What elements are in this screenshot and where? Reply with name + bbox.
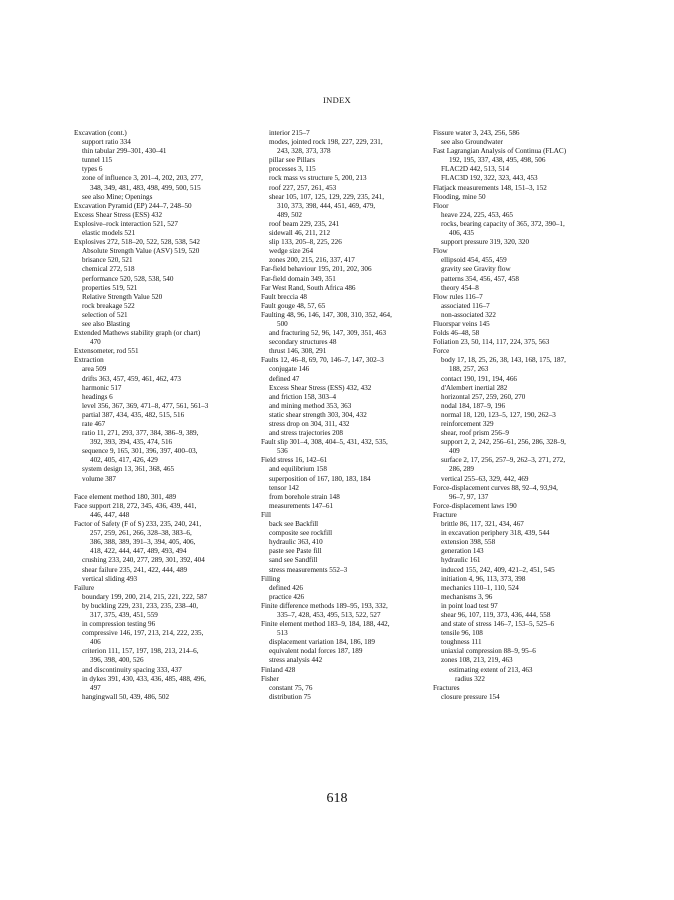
index-entry: back see Backfill xyxy=(269,520,319,529)
index-entry: Fault slip 301–4, 308, 404–5, 431, 432, 535, xyxy=(261,438,388,447)
index-entry: system design 13, 361, 368, 465 xyxy=(82,465,175,474)
index-entry: thrust 146, 308, 291 xyxy=(269,347,327,356)
index-entry: 470 xyxy=(90,338,101,347)
index-entry: Extended Mathews stability graph (or chart) xyxy=(74,329,201,338)
index-entry: Finland 428 xyxy=(261,665,296,674)
index-entry: surface 2, 17, 256, 257–9, 262–3, 271, 272, xyxy=(441,456,566,465)
index-entry: harmonic 517 xyxy=(82,383,122,392)
index-entry: and equilibrium 158 xyxy=(269,465,327,474)
index-entry: ratio 11, 271, 293, 377, 384, 386–9, 389, xyxy=(82,429,199,438)
index-entry: 257, 259, 261, 266, 328–38, 383–6, xyxy=(90,529,192,538)
index-spacer xyxy=(74,484,252,493)
index-entry: Excavation Pyramid (EP) 244–7, 248–50 xyxy=(74,201,192,210)
index-entry: 392, 393, 394, 435, 474, 516 xyxy=(90,438,173,447)
index-entry: Face element method 180, 301, 489 xyxy=(74,492,177,501)
index-entry: roof beam 229, 235, 241 xyxy=(269,219,340,228)
index-entry: zones 108, 213, 219, 463 xyxy=(441,656,513,665)
index-entry: 286, 289 xyxy=(449,465,474,474)
index-entry: support 2, 2, 242, 256–61, 256, 286, 328–9, xyxy=(441,438,566,447)
index-entry: Fractures xyxy=(433,683,460,692)
index-entry: Failure xyxy=(74,583,95,592)
index-entry: 348, 349, 481, 483, 498, 499, 500, 515 xyxy=(90,183,201,192)
index-entry: zone of influence 3, 201–4, 202, 203, 277, xyxy=(82,174,203,183)
index-entry: measurements 147–61 xyxy=(269,501,334,510)
index-entry: estimating extent of 213, 463 xyxy=(449,665,533,674)
index-entry: FLAC3D 192, 322, 323, 443, 453 xyxy=(441,174,538,183)
index-entry: performance 520, 528, 538, 540 xyxy=(82,274,174,283)
index-entry: stress drop on 304, 311, 432 xyxy=(269,420,350,428)
index-entry: crushing 233, 240, 277, 289, 301, 392, 404 xyxy=(82,556,205,565)
index-entry: zones 200, 215, 216, 337, 417 xyxy=(269,256,355,265)
index-entry: in dykes 391, 430, 433, 436, 485, 488, 496, xyxy=(82,674,206,683)
index-entry: normal 18, 120, 123–5, 127, 190, 262–3 xyxy=(441,410,556,419)
index-entry: shear, roof prism 256–9 xyxy=(441,429,509,438)
index-entry: interior 215–7 xyxy=(269,129,310,137)
index-entry: Force-displacement curves 88, 92–4, 93,94, xyxy=(433,483,558,492)
index-entry: and stress trajectories 208 xyxy=(269,429,343,438)
index-entry: Explosives 272, 518–20, 522, 528, 538, 542 xyxy=(74,238,200,247)
index-entry: compressive 146, 197, 213, 214, 222, 235, xyxy=(82,629,204,638)
index-entry: 386, 388, 389, 391–3, 394, 405, 406, xyxy=(90,538,196,547)
index-entry: 406, 435 xyxy=(449,229,474,238)
index-entry: shear 96, 107, 119, 373, 436, 444, 558 xyxy=(441,610,551,619)
index-entry: hydraulic 363, 410 xyxy=(269,538,323,547)
index-entry: extension 398, 558 xyxy=(441,538,496,547)
index-entry: criterion 111, 157, 197, 198, 213, 214–6, xyxy=(82,647,199,656)
index-entry: shear 105, 107, 125, 129, 229, 235, 241, xyxy=(269,192,385,201)
page-number: 618 xyxy=(326,791,348,806)
index-entry: support pressure 319, 320, 320 xyxy=(441,238,530,247)
index-entry: drifts 363, 457, 459, 461, 462, 473 xyxy=(82,374,181,383)
index-entry: properties 519, 521 xyxy=(82,283,138,292)
index-entry: Fisher xyxy=(261,674,279,683)
index-entry: closure pressure 154 xyxy=(441,692,500,701)
index-entry: defined 47 xyxy=(269,374,300,383)
index-entry: Finite difference methods 189–95, 193, 332, xyxy=(261,601,388,610)
index-entry: vertical sliding 493 xyxy=(82,574,138,583)
index-entry: rock mass vs structure 5, 200, 213 xyxy=(269,174,367,183)
index-entry: non-associated 322 xyxy=(441,310,496,319)
index-entry: body 17, 18, 25, 26, 38, 143, 168, 175, 187, xyxy=(441,356,566,365)
index-entry: Faulting 48, 96, 146, 147, 308, 310, 352, 464, xyxy=(261,310,392,319)
index-entry: Excavation (cont.) xyxy=(74,129,127,137)
index-entry: 188, 257, 263 xyxy=(449,365,489,374)
index-entry: by buckling 229, 231, 233, 235, 238–40, xyxy=(82,601,199,610)
index-entry: wedge size 264 xyxy=(269,247,314,256)
index-entry: sidewall 46, 211, 212 xyxy=(269,229,331,238)
index-entry: rocks, bearing capacity of 365, 372, 390–1, xyxy=(441,219,565,228)
index-entry: contact 190, 191, 194, 466 xyxy=(441,374,517,383)
index-entry: tensile 96, 108 xyxy=(441,629,483,638)
index-entry: and friction 158, 303–4 xyxy=(269,392,337,401)
index-entry: 402, 405, 417, 426, 429 xyxy=(90,456,158,465)
index-entry: 335–7, 428, 453, 495, 513, 522, 527 xyxy=(277,610,381,619)
index-entry: in compression testing 96 xyxy=(82,620,156,629)
index-entry: Fast Lagrangian Analysis of Continua (FLAC) xyxy=(433,147,567,156)
index-entry: Extraction xyxy=(74,356,104,365)
index-entry: selection of 521 xyxy=(82,310,128,319)
index-entry: headings 6 xyxy=(82,392,113,401)
index-entry: mechanics 110–1, 110, 524 xyxy=(441,583,519,592)
index-entry: thin tabular 299–301, 430–41 xyxy=(82,147,167,156)
index-entry: see also Mine; Openings xyxy=(82,192,153,201)
index-entry: shear failure 235, 241, 422, 444, 489 xyxy=(82,565,188,574)
index-entry: Extensometer, rod 551 xyxy=(74,347,139,356)
index-entry: slip 133, 205–8, 225, 226 xyxy=(269,238,342,247)
index-entry: see also Blasting xyxy=(82,319,130,328)
index-entry: Fracture xyxy=(433,510,457,519)
index-entry: initiation 4, 96, 113, 373, 398 xyxy=(441,574,526,583)
index-entry: stress measurements 552–3 xyxy=(269,565,348,574)
index-entry: d'Alembert inertial 282 xyxy=(441,383,508,392)
index-entry: Fault gouge 48, 57, 65 xyxy=(261,301,326,310)
index-entry: hangingwall 50, 439, 486, 502 xyxy=(82,692,170,701)
index-entry: 513 xyxy=(277,629,288,638)
index-entry: types 6 xyxy=(82,165,103,174)
index-entry: and state of stress 146–7, 153–5, 525–6 xyxy=(441,620,555,629)
index-entry: see also Groundwater xyxy=(441,138,503,147)
index-entry: 243, 328, 373, 378 xyxy=(277,147,331,156)
index-entry: Excess Shear Stress (ESS) 432 xyxy=(74,210,163,219)
index-entry: level 356, 367, 369, 471–8, 477, 561, 561–3 xyxy=(82,401,209,410)
index-entry: patterns 354, 456, 457, 458 xyxy=(441,274,519,283)
index-entry: superposition of 167, 180, 183, 184 xyxy=(269,474,371,483)
index-entry: Force-displacement laws 190 xyxy=(433,501,517,510)
index-entry: gravity see Gravity flow xyxy=(441,265,511,274)
index-entry: area 509 xyxy=(82,365,107,374)
index-entry: 396, 398, 400, 526 xyxy=(90,656,144,665)
index-entry: stress analysis 442 xyxy=(269,656,323,665)
index-entry: modes, jointed rock 198, 227, 229, 231, xyxy=(269,138,383,147)
index-entry: Foliation 23, 50, 114, 117, 224, 375, 563 xyxy=(433,338,550,347)
index-entry: Fissure water 3, 243, 256, 586 xyxy=(433,129,520,137)
index-entry: Filling xyxy=(261,574,281,583)
index-entry: composite see rockfill xyxy=(269,529,333,538)
index-entry: Factor of Safety (F of S) 233, 235, 240, 241, xyxy=(74,520,202,529)
index-entry: and discontinuity spacing 333, 437 xyxy=(82,665,182,674)
index-entry: paste see Paste fill xyxy=(269,547,322,556)
index-entry: 497 xyxy=(90,683,101,692)
index-entry: 536 xyxy=(277,447,288,456)
index-entry: mechanisms 3, 96 xyxy=(441,592,493,601)
index-entry: Flooding, mine 50 xyxy=(433,192,486,201)
index-entry: pillar see Pillars xyxy=(269,156,316,165)
index-entry: Floor xyxy=(433,201,449,210)
index-entry: chemical 272, 518 xyxy=(82,265,135,274)
index-entry: practice 426 xyxy=(269,592,305,601)
index-entry: Far West Rand, South Africa 486 xyxy=(261,283,356,292)
index-entry: volume 387 xyxy=(82,474,116,483)
index-entry: in point load test 97 xyxy=(441,601,498,610)
running-header: INDEX xyxy=(323,95,351,105)
index-entry: toughness 111 xyxy=(441,638,482,647)
index-entry: hydraulic 161 xyxy=(441,556,481,565)
index-entry: roof 227, 257, 261, 453 xyxy=(269,183,337,192)
index-entry: Relative Strength Value 520 xyxy=(82,292,163,301)
index-entry: Flow rules 116–7 xyxy=(433,292,483,301)
index-entry: Flatjack measurements 148, 151–3, 152 xyxy=(433,183,547,192)
index-entry: tunnel 115 xyxy=(82,156,113,165)
index-entry: rate 467 xyxy=(82,420,106,428)
index-entry: and fracturing 52, 96, 147, 309, 351, 463 xyxy=(269,329,387,338)
index-entry: sand see Sandfill xyxy=(269,556,318,565)
index-entry: displacement variation 184, 186, 189 xyxy=(269,638,375,647)
index-entry: constant 75, 76 xyxy=(269,683,313,692)
index-entry: Flow xyxy=(433,247,448,256)
index-entry: 500 xyxy=(277,319,288,328)
index-entry: distribution 75 xyxy=(269,692,311,701)
index-entry: defined 426 xyxy=(269,583,303,592)
index-entry: elastic models 521 xyxy=(82,229,136,238)
index-entry: support ratio 334 xyxy=(82,138,131,147)
index-entry: boundary 199, 200, 214, 215, 221, 222, 587 xyxy=(82,592,208,601)
index-entry: brittle 86, 117, 321, 434, 467 xyxy=(441,520,524,529)
index-column-1 xyxy=(74,129,252,702)
index-entry: Faults 12, 46–8, 69, 70, 146–7, 147, 302–3 xyxy=(261,356,384,365)
index-entry: generation 143 xyxy=(441,547,484,556)
index-entry: 409 xyxy=(449,447,460,456)
index-entry: Explosive–rock interaction 521, 527 xyxy=(74,219,178,228)
index-entry: Far-field domain 349, 351 xyxy=(261,274,336,283)
index-entry: static shear strength 303, 304, 432 xyxy=(269,410,367,419)
index-entry: nodal 184, 187–9, 196 xyxy=(441,401,506,410)
index-entry: Fluorspar veins 145 xyxy=(433,319,490,328)
index-column-3 xyxy=(433,129,615,702)
index-entry: Face support 218, 272, 345, 436, 439, 441, xyxy=(74,501,197,510)
index-entry: ellipsoid 454, 455, 459 xyxy=(441,256,507,265)
index-entry: uniaxial compression 88–9, 95–6 xyxy=(441,647,536,656)
index-entry: induced 155, 242, 409, 421–2, 451, 545 xyxy=(441,565,555,574)
index-entry: Fill xyxy=(261,510,271,519)
index-column-2 xyxy=(261,129,431,702)
index-entry: associated 116–7 xyxy=(441,301,490,310)
index-entry: horizontal 257, 259, 260, 270 xyxy=(441,392,526,401)
index-entry: 192, 195, 337, 438, 495, 498, 506 xyxy=(449,156,546,165)
index-entry: vertical 255–63, 329, 442, 469 xyxy=(441,474,529,483)
index-entry: tensor 142 xyxy=(269,483,299,492)
index-entry: brisance 520, 521 xyxy=(82,256,133,265)
index-entry: and mining method 353, 363 xyxy=(269,401,352,410)
index-entry: heave 224, 225, 453, 465 xyxy=(441,210,513,219)
index-entry: partial 387, 434, 435, 482, 515, 516 xyxy=(82,410,185,419)
index-entry: 418, 422, 444, 447, 489, 493, 494 xyxy=(90,547,187,556)
index-entry: Field stress 16, 142–61 xyxy=(261,456,328,465)
index-entry: processes 3, 115 xyxy=(269,165,316,174)
index-entry: Finite element method 183–9, 184, 188, 442, xyxy=(261,620,390,629)
index-entry: sequence 9, 165, 301, 396, 397, 400–03, xyxy=(82,447,198,456)
index-entry: theory 454–8 xyxy=(441,283,479,292)
index-entry: radius 322 xyxy=(455,674,485,683)
index-entry: 96–7, 97, 137 xyxy=(449,492,489,501)
index-entry: 446, 447, 448 xyxy=(90,510,130,519)
index-entry: Absolute Strength Value (ASV) 519, 520 xyxy=(82,247,200,256)
index-entry: Far-field behaviour 195, 201, 202, 306 xyxy=(261,265,372,274)
index-entry: 317, 375, 439, 451, 559 xyxy=(90,610,158,619)
index-entry: equivalent nodal forces 187, 189 xyxy=(269,647,363,656)
index-entry: Excess Shear Stress (ESS) 432, 432 xyxy=(269,383,372,392)
index-entry: 489, 502 xyxy=(277,210,302,219)
index-entry: secondary structures 48 xyxy=(269,338,337,347)
index-entry: 406 xyxy=(90,638,101,647)
index-entry: reinforcement 329 xyxy=(441,420,494,428)
index-entry: FLAC2D 442, 513, 514 xyxy=(441,165,510,174)
index-entry: from borehole strain 148 xyxy=(269,492,340,501)
index-entry: Folds 46–48, 58 xyxy=(433,329,480,338)
index-entry: conjugate 146 xyxy=(269,365,310,374)
index-entry: in excavation periphery 318, 439, 544 xyxy=(441,529,550,538)
index-entry: rock breakage 522 xyxy=(82,301,135,310)
index-entry: Force xyxy=(433,347,450,356)
index-entry: 310, 373, 398, 444, 451, 469, 479, xyxy=(277,201,376,210)
index-entry: Fault breccia 48 xyxy=(261,292,307,301)
